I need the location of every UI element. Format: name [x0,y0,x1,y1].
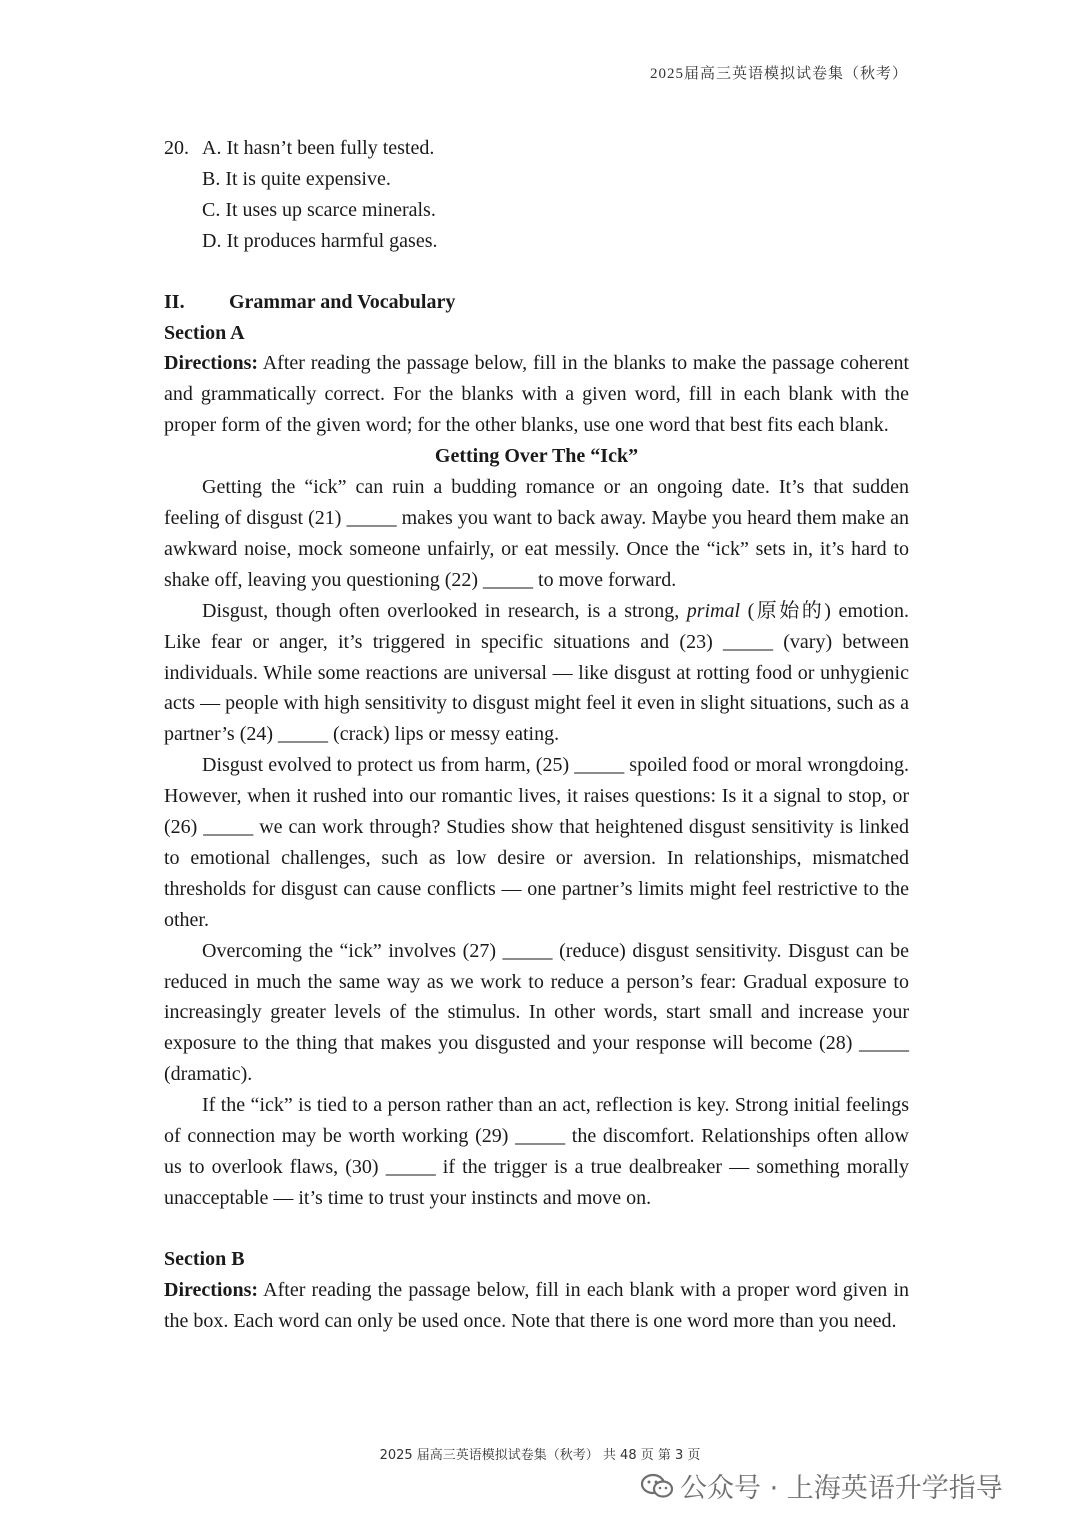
watermark-text: 公众号 · 上海英语升学指导 [680,1473,1003,1504]
paragraph-2 [164,596,909,751]
directions-label: Directions: [164,1278,259,1301]
paragraph-2-rest: (原始的) emotion. Like fear or anger, it’s triggered in specific situations and (23) _____ (vary) between individuals. While some reactions are universal — like disgust at rotting food or unhygienic acts — people with high sensitivity to disgust might feel it even in slight situations, such as a partner’s (24) _____ (crack) lips or messy eating. [164,599,909,746]
question-20 [164,133,909,164]
question-number: 20. [164,137,189,159]
option-b: B. It is quite expensive. [202,167,391,190]
page-content [164,133,909,1337]
directions-label: Directions: [164,352,259,375]
paragraph-1: Getting the “ick” can ruin a budding romance or an ongoing date. It’s that sudden feeling of disgust (21) _____ makes you want to back away. Maybe you heard them make an awkward noise, mock someone unfairly, or eat messily. Once the “ick” sets in, it’s hard to shake off, leaving you questioning (22) _____ to move forward. [164,476,909,591]
section-b-directions [164,1275,909,1337]
wechat-icon [640,1473,674,1499]
option-c: C. It uses up scarce minerals. [202,198,436,221]
italic-term: primal [686,599,741,622]
passage-title: Getting Over The “Ick” [434,445,639,468]
part-heading [164,287,909,318]
paragraph-2-start: Disgust, though often overlooked in research, is a strong, [202,599,687,622]
running-header: 2025届高三英语模拟试卷集（秋考） [649,66,908,82]
section-a-directions [164,348,909,441]
directions-text: After reading the passage below, fill in each blank with a proper word given in the box. Each word can only be used once. Note that there is one word more than you need. [164,1278,909,1332]
part-number: II. [164,290,185,313]
option-a: A. It hasn’t been fully tested. [202,137,435,159]
part-title: Grammar and Vocabulary [229,290,456,313]
option-d: D. It produces harmful gases. [202,229,438,252]
watermark [640,1466,1003,1505]
section-a-title: Section A [164,321,245,344]
directions-text: After reading the passage below, fill in the blanks to make the passage coherent and grammatically correct. For the blanks with a given word, fill in each blank with the proper form of the given word; for the other blanks, use one word that best fits each blank. [164,352,909,437]
paragraph-4: Overcoming the “ick” involves (27) _____ (reduce) disgust sensitivity. Disgust can be reduced in much the same way as we work to reduce a person’s fear: Gradual exposure to increasingly greater levels of the stimulus. In other words, start small and increase your exposure to the thing that makes you disgusted and your response will become (28) _____ (dramatic). [164,939,909,1086]
section-b-title: Section B [164,1247,245,1270]
page-footer: 2025 届高三英语模拟试卷集（秋考） 共 48 页 第 3 页 [379,1448,701,1463]
paragraph-3: Disgust evolved to protect us from harm, (25) _____ spoiled food or moral wrongdoing. However, when it rushed into our romantic lives, it raises questions: Is it a signal to stop, or (26) _____ we can work through? Studies show that heightened disgust sensitivity is linked to emotional challenges, such as low desire or aversion. In relationships, mismatched thresholds for disgust can cause conflicts — one partner’s limits might feel restrictive to the other. [164,754,909,931]
paragraph-5: If the “ick” is tied to a person rather than an act, reflection is key. Strong initial feelings of connection may be worth working (29) _____ the discomfort. Relationships often allow us to overlook flaws, (30) _____ if the trigger is a true dealbreaker — something morally unacceptable — it’s time to trust your instincts and move on. [164,1094,909,1209]
